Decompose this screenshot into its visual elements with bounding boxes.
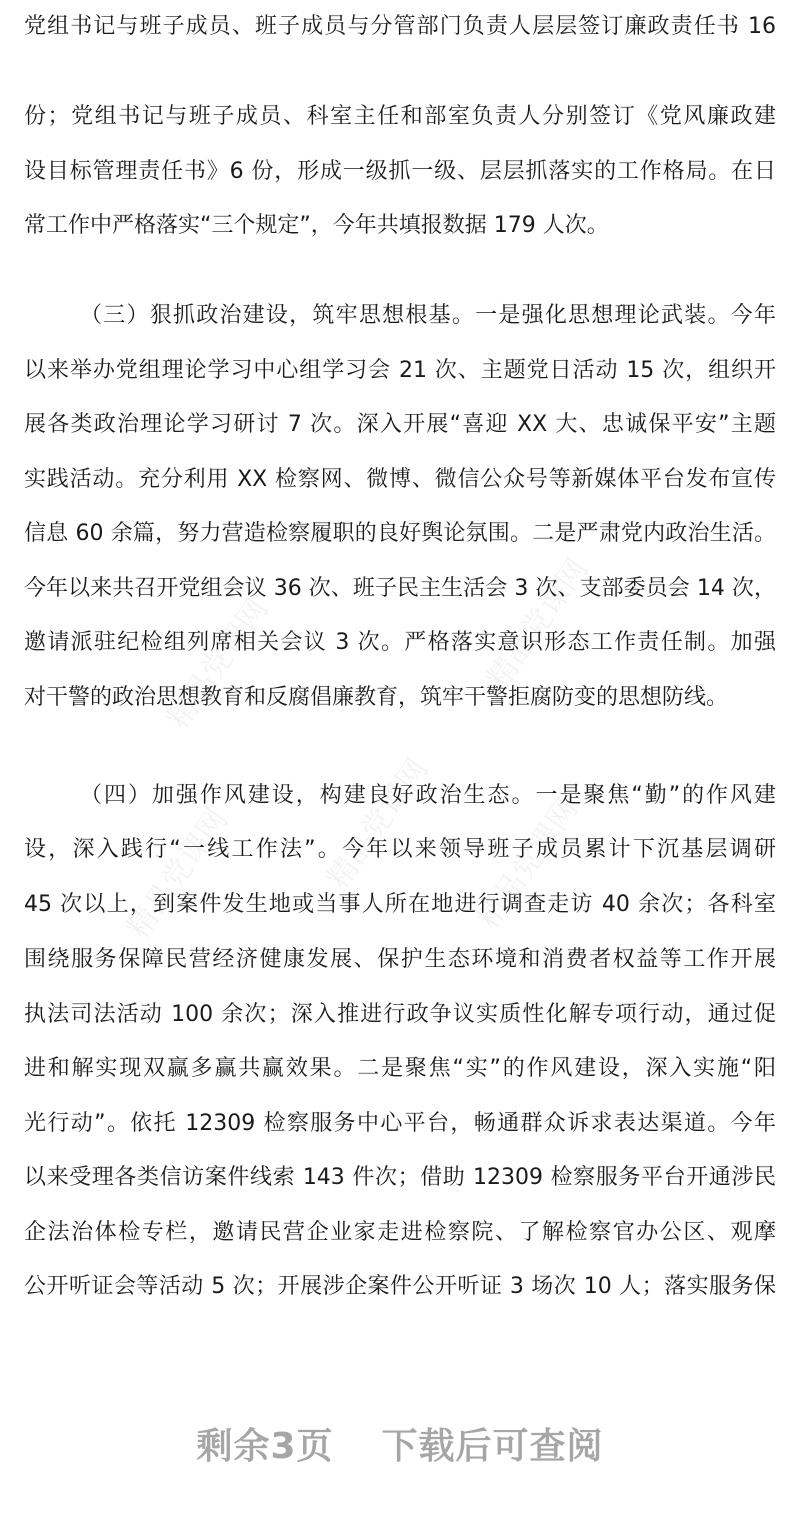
text-line: 邀请派驻纪检组列席相关会议 3 次。严格落实意识形态工作责任制。加强 [24, 630, 776, 655]
text-line: 执法司法活动 100 余次；深入推进行政争议实质性化解专项行动，通过促 [24, 1002, 776, 1027]
text-line: 企法治体检专栏，邀请民营企业家走进检察院、了解检察官办公区、观摩 [24, 1220, 776, 1245]
text-line: 45 次以上，到案件发生地或当事人所在地进行调查走访 40 余次；各科室 [24, 892, 776, 917]
watermark-text: 精品党课网 [320, 752, 436, 896]
text-line: 设，深入践行“一线工作法”。今年以来领导班子成员累计下沉基层调研 [24, 837, 776, 862]
watermark-text: 精品党课网 [160, 592, 276, 736]
text-line: 今年以来共召开党组会议 36 次、班子民主生活会 3 次、支部委员会 14 次， [24, 576, 776, 601]
text-line: 光行动”。依托 12309 检察服务中心平台，畅通群众诉求表达渠道。今年 [24, 1111, 776, 1136]
watermark-text: 精品党课网 [470, 792, 586, 936]
text-line: 实践活动。充分利用 XX 检察网、微博、微信公众号等新媒体平台发布宣传 [24, 467, 776, 492]
text-line: 展各类政治理论学习研讨 7 次。深入开展“喜迎 XX 大、忠诚保平安”主题 [24, 412, 776, 437]
text-line: 对干警的政治思想教育和反腐倡廉教育，筑牢干警拒腐防变的思想防线。 [24, 685, 729, 710]
watermark-text: 精品党课网 [120, 802, 236, 946]
text-line: 份；党组书记与班子成员、科室主任和部室负责人分别签订《党风廉政建 [24, 104, 776, 129]
text-line: 党组书记与班子成员、班子成员与分管部门负责人层层签订廉政责任书 16 [24, 14, 776, 39]
section-heading-line: （四）加强作风建设，构建良好政治生态。一是聚焦“勤”的作风建 [80, 783, 776, 808]
watermark-text: 精品党课网 [480, 552, 596, 696]
text-line: 设目标管理责任书》6 份，形成一级抓一级、层层抓落实的工作格局。在日 [24, 159, 776, 184]
text-line: 常工作中严格落实“三个规定”，今年共填报数据 179 人次。 [24, 213, 609, 238]
text-line: 公开听证会等活动 5 次；开展涉企案件公开听证 3 场次 10 人；落实服务保 [24, 1274, 776, 1299]
text-line: 以来举办党组理论学习中心组学习会 21 次、主题党日活动 15 次，组织开 [24, 358, 776, 383]
text-line: 进和解实现双赢多赢共赢效果。二是聚焦“实”的作风建设，深入实施“阳 [24, 1056, 776, 1081]
remaining-pages-label: 剩余3页 [196, 1426, 334, 1467]
download-prompt-label: 下载后可查阅 [381, 1426, 604, 1467]
text-line: 围绕服务保障民营经济健康发展、保护生态环境和消费者权益等工作开展 [24, 947, 776, 972]
section-heading-line: （三）狠抓政治建设，筑牢思想根基。一是强化思想理论武装。今年 [80, 303, 776, 328]
text-line: 以来受理各类信访案件线索 143 件次；借助 12309 检察服务平台开通涉民 [24, 1165, 776, 1190]
text-line: 信息 60 余篇，努力营造检察履职的良好舆论氛围。二是严肃党内政治生活。 [24, 521, 776, 546]
download-to-read-more-banner[interactable] [0, 1418, 800, 1469]
